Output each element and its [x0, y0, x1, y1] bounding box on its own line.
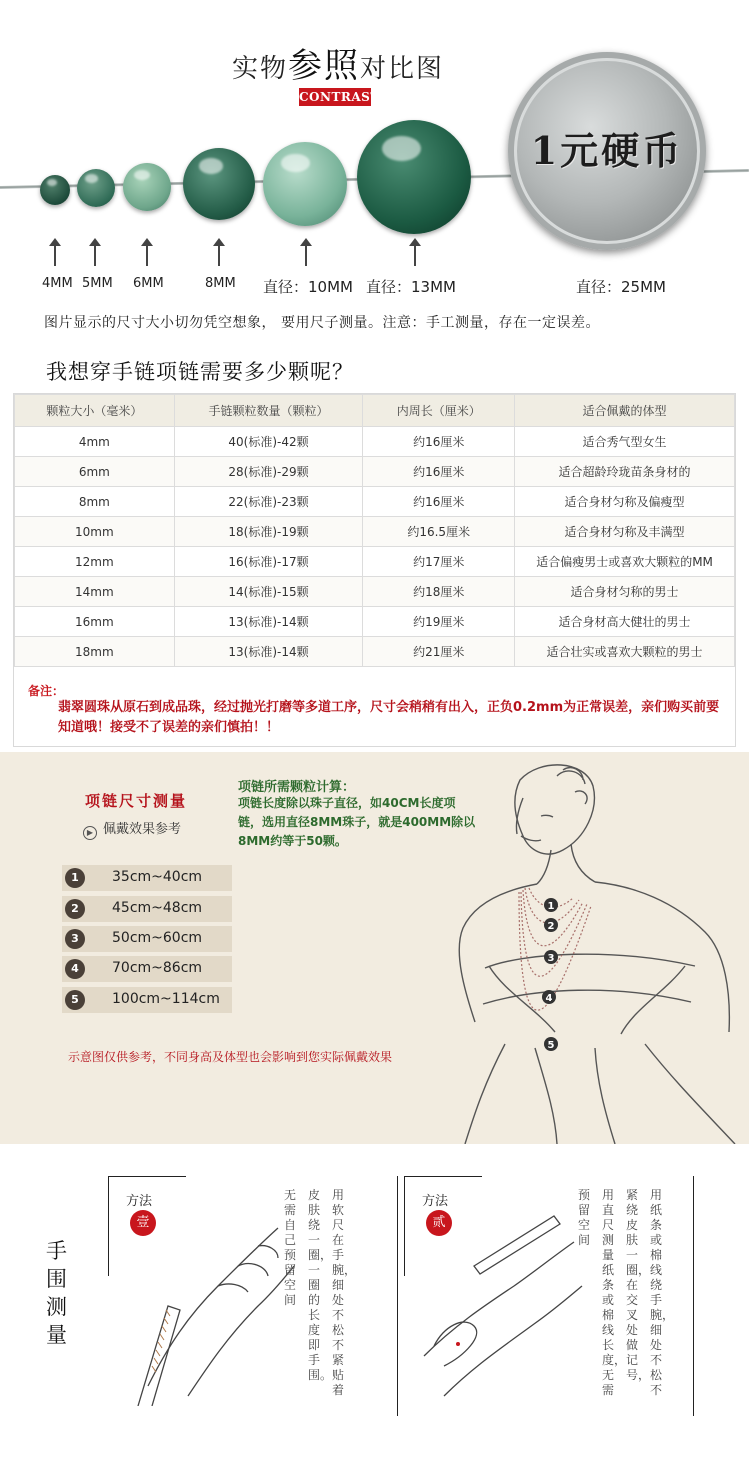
table-cell: 约16厘米	[363, 487, 515, 517]
table-cell: 14(标准)-15颗	[174, 577, 363, 607]
length-row	[62, 926, 232, 952]
method-two-text-col: 用纸条或棉线绕手腕，细处不松不	[650, 1188, 675, 1397]
table-header-cell: 适合佩戴的体型	[515, 395, 735, 427]
length-number-badge: 5	[65, 990, 85, 1010]
table-cell: 22(标准)-23颗	[174, 487, 363, 517]
table-header-cell: 内周长（厘米）	[363, 395, 515, 427]
table-cell: 12mm	[15, 547, 175, 577]
length-row	[62, 865, 232, 891]
table-cell: 28(标准)-29颗	[174, 457, 363, 487]
table-row	[15, 607, 735, 637]
table-cell: 约16厘米	[363, 427, 515, 457]
method-one-text-col: 无需自己预留空间	[284, 1188, 297, 1307]
table-header-cell: 颗粒大小（毫米）	[15, 395, 175, 427]
length-text: 50cm~60cm	[112, 930, 203, 946]
table-cell: 约16.5厘米	[363, 517, 515, 547]
method-one-text-col: 用软尺在手腕，细处不松不紧贴着	[332, 1188, 357, 1397]
method-label: 方法	[422, 1194, 449, 1209]
table-cell: 约16厘米	[363, 457, 515, 487]
length-text: 45cm~48cm	[112, 900, 203, 916]
table-header-row	[15, 395, 735, 427]
remark-label: 备注：	[28, 684, 65, 698]
table-cell: 约19厘米	[363, 607, 515, 637]
table-cell: 适合身材匀称及丰满型	[515, 517, 735, 547]
table-cell: 约18厘米	[363, 577, 515, 607]
length-text: 70cm~86cm	[112, 960, 203, 976]
length-number-badge: 1	[65, 868, 85, 888]
length-number-badge: 4	[65, 959, 85, 979]
size-label-4mm: 4MM	[42, 276, 73, 291]
length-text: 100cm~114cm	[112, 991, 220, 1007]
one-yuan-coin	[508, 52, 706, 250]
calc-heading: 项链所需颗粒计算：	[238, 780, 356, 795]
bead-10mm	[263, 142, 347, 226]
comparison-title	[232, 38, 444, 87]
table-cell: 约21厘米	[363, 637, 515, 667]
table-cell: 8mm	[15, 487, 175, 517]
title-post: 对比图	[360, 54, 445, 84]
length-row	[62, 896, 232, 922]
comparison-section	[0, 0, 749, 345]
wear-effect-link	[83, 818, 181, 840]
bead-5mm	[77, 169, 115, 207]
table-cell: 13(标准)-14颗	[174, 637, 363, 667]
table-row	[15, 457, 735, 487]
necklace-title: 项链尺寸测量	[85, 792, 188, 810]
method-label: 方法	[126, 1194, 153, 1209]
size-label-5mm: 5MM	[82, 276, 113, 291]
method-one-panel	[108, 1176, 398, 1416]
method-two-text-col: 预留空间	[578, 1188, 591, 1247]
coin-label: 1元硬币	[530, 128, 684, 173]
table-cell: 16mm	[15, 607, 175, 637]
method-two-text-col: 用直尺测量纸条或棉线长度，无需	[602, 1188, 627, 1397]
table-cell: 4mm	[15, 427, 175, 457]
necklace-section	[0, 752, 749, 1144]
svg-text:2: 2	[547, 921, 555, 932]
size-table	[14, 394, 735, 667]
table-cell: 18(标准)-19颗	[174, 517, 363, 547]
method-badge: 壹	[130, 1210, 156, 1236]
table-cell: 18mm	[15, 637, 175, 667]
bead-13mm	[357, 120, 471, 234]
svg-text:1: 1	[547, 901, 555, 912]
hand-pen-illustration	[414, 1206, 584, 1406]
contrast-badge: CONTRAST	[299, 90, 380, 104]
necklace-note: 示意图仅供参考，不同身高及体型也会影响到您实际佩戴效果	[68, 1050, 393, 1064]
svg-text:5: 5	[547, 1040, 555, 1051]
table-cell: 约17厘米	[363, 547, 515, 577]
table-cell: 10mm	[15, 517, 175, 547]
table-row	[15, 577, 735, 607]
table-cell: 适合身材高大健壮的男士	[515, 607, 735, 637]
table-header-cell: 手链颗粒数量（颗粒）	[174, 395, 363, 427]
table-row	[15, 637, 735, 667]
bead-8mm	[183, 148, 255, 220]
play-icon: ▶	[83, 826, 97, 840]
panel-corner	[691, 1176, 694, 1416]
table-cell: 适合秀气型女生	[515, 427, 735, 457]
size-table-panel	[13, 393, 736, 747]
table-row	[15, 547, 735, 577]
table-cell: 适合壮实或喜欢大颗粒的男士	[515, 637, 735, 667]
table-cell: 14mm	[15, 577, 175, 607]
table-cell: 适合偏瘦男士或喜欢大颗粒的MM	[515, 547, 735, 577]
table-cell: 16(标准)-17颗	[174, 547, 363, 577]
svg-text:4: 4	[545, 993, 553, 1004]
method-two-text-col: 紧绕皮肤一圈，在交叉处做记号，	[626, 1188, 651, 1382]
calc-body: 项链长度除以珠子直径，如40CM长度项链，选用直径8MM珠子，就是400MM除以8MM约等于50颗。	[238, 796, 476, 848]
table-row	[15, 517, 735, 547]
wear-effect-label: 佩戴效果参考	[103, 822, 182, 837]
measure-note: 图片显示的尺寸大小切勿凭空想象， 要用尺子测量。注意：手工测量，存在一定误差。	[44, 315, 600, 331]
table-cell: 6mm	[15, 457, 175, 487]
table-cell: 40(标准)-42颗	[174, 427, 363, 457]
hand-tape-illustration	[128, 1206, 298, 1406]
table-cell: 13(标准)-14颗	[174, 607, 363, 637]
table-row	[15, 427, 735, 457]
size-label-25mm: 直径：25MM	[576, 278, 666, 296]
length-number-badge: 3	[65, 929, 85, 949]
size-label-13mm: 直径：13MM	[366, 278, 456, 296]
bead-6mm	[123, 163, 171, 211]
length-row	[62, 956, 232, 982]
method-one-text-col: 皮肤绕一圈，一圈的长度即手围。	[308, 1188, 333, 1382]
title-highlight: 参照	[288, 46, 361, 86]
arrow-up-icon	[300, 238, 312, 266]
table-cell: 适合身材匀称及偏瘦型	[515, 487, 735, 517]
table-cell: 适合身材匀称的男士	[515, 577, 735, 607]
remark-text: 翡翠圆珠从原石到成品珠，经过抛光打磨等多道工序，尺寸会稍稍有出入，正负0.2mm为正常误差，亲们购买前要知道哦！接受不了误差的亲们慎拍！！	[58, 700, 720, 735]
table-cell: 适合超龄玲珑苗条身材的	[515, 457, 735, 487]
arrow-up-icon	[141, 238, 153, 266]
title-pre: 实物	[232, 54, 289, 84]
length-number-badge: 2	[65, 899, 85, 919]
length-text: 35cm~40cm	[112, 869, 203, 885]
method-two-panel	[404, 1176, 694, 1416]
woman-necklace-illustration	[445, 752, 749, 1144]
size-label-10mm: 直径：10MM	[263, 278, 353, 296]
wrist-measure-title: 手围测量	[46, 1239, 67, 1347]
panel-corner	[395, 1176, 398, 1416]
method-badge: 贰	[426, 1210, 452, 1236]
arrow-up-icon	[89, 238, 101, 266]
svg-text:3: 3	[547, 953, 555, 964]
arrow-up-icon	[409, 238, 421, 266]
table-row	[15, 487, 735, 517]
count-question-title: 我想穿手链项链需要多少颗呢？	[46, 360, 354, 384]
size-label-6mm: 6MM	[133, 276, 164, 291]
bead-4mm	[40, 175, 70, 205]
arrow-up-icon	[213, 238, 225, 266]
size-label-8mm: 8MM	[205, 276, 236, 291]
arrow-up-icon	[49, 238, 61, 266]
length-row	[62, 987, 232, 1013]
